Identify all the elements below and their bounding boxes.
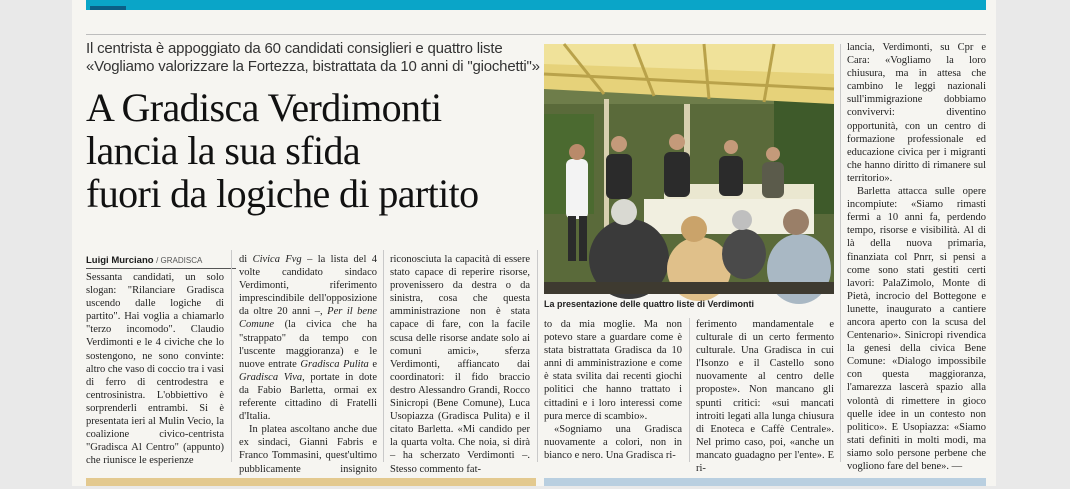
column-4-paragraph-2: «Sogniamo una Gradisca nuovamente a colori, non in bianco e nero. Una Gradisca ri- [544, 423, 682, 461]
column-2-text-a: di [239, 254, 253, 265]
article-column-3 [390, 253, 530, 475]
next-article-image-strip [544, 478, 986, 486]
column-4-paragraph-1: to da mia moglie. Ma non potevo stare a guardare come è stata bistrattata Gradisca da 10 anni di amministrazione e come è stata svilita dai recenti giochi politici che hanno trattato i cittadini e i loro interessi come pura merce di scambio». [544, 319, 682, 422]
column-2-italic-bene-comune: Per il bene Comune [239, 306, 377, 331]
article-photo [544, 44, 834, 294]
column-divider [537, 250, 538, 462]
header-rule [86, 34, 986, 35]
section-color-bar-accent [90, 6, 126, 10]
column-5-text: ferimento mandamentale e culturale di un certo fermento culturale. Una Gradisca in cui l'Isonzo e il Castello sono nuovamente al centro delle proposte». Non mancano gli spunti critici: «sui mancati introiti legati alla lunga chiusura di Enoteca e Caffè Centrale». Nel primo caso, poi, «anche un mancato guadagno per l'ente». E ri- [696, 319, 834, 475]
headline-line-2: lancia la sua sfida [86, 128, 361, 173]
column-2-italic-gradisca-pulita: Gradisca Pulita [300, 358, 369, 370]
column-divider [840, 44, 841, 462]
column-divider [689, 318, 690, 462]
article-column-4 [544, 318, 682, 461]
article-column-5 [696, 318, 834, 475]
kicker [86, 40, 541, 76]
article-column-1 [86, 271, 224, 467]
column-2-italic-gradisca-viva: Gradisca Viva [239, 371, 303, 383]
headline [86, 86, 541, 215]
column-2-italic-civica-fvg: Civica Fvg [252, 254, 302, 265]
column-6-paragraph-2: Barletta attacca sulle opere incompiute: «Siamo rimasti fermi a 10 anni fa, perdendo tempo, risorse e visibilità. Al di là della nuova primaria, finanziata col Pnrr, si pensi a come sono stati gestiti certi lavori: PalaZimolo, Monte di Pietà, incrocio del Bottegone e lunette, inaugurato a cantiere ancora aperto con la scusa del Centenario». Sinicropi rivendica la genesi della civica Bene Comune: «Dialogo impossibile con questa maggioranza, l'amarezza lascerà spazio alla volontà di rimettere in gioco quelle idee in un contesto non politico». E Usopiazza: «Siamo stati definiti in molti modi, ma siamo solo persone perbene che vogliono fare del bene». — [847, 186, 986, 472]
column-2-text-g: e [368, 358, 377, 370]
kicker-line-2: «Vogliamo valorizzare la Fortezza, bistrattata da 10 anni di "giochetti"» [86, 58, 540, 75]
column-2-text-e: (la civica che ha "strappato" da tempo con l'uscente maggioranza) e le nuove entrate [239, 319, 377, 370]
column-divider [383, 250, 384, 462]
byline-location: / GRADISCA [156, 256, 203, 265]
article-column-2 [239, 253, 378, 475]
headline-line-3: fuori da logiche di partito [86, 171, 479, 216]
next-article-image-strip [86, 478, 536, 486]
column-divider [231, 250, 232, 462]
byline [86, 254, 236, 269]
column-3-text: riconosciuta la capacità di essere stato capace di reperire risorse, provenissero da destra o da sinistra, cosa che questa amministrazione non è stata capace di fare, con la facile scusa delle risorse andate solo ai comuni amici», sferza Verdimonti, affiancato dai coordinatori: il fido braccio destro Alessandro Grandi, Rocco Sinicropi (Bene Comune), Luca Usopiazza (Gradisca Pulita) e il citato Barletta. «Mi candido per la quarta volta. Che noia, si dirà – ha scherzato Verdimonti –. Stesso commento fat- [390, 254, 530, 475]
section-color-bar [86, 0, 986, 10]
column-1-text: Sessanta candidati, un solo slogan: "Rilanciare Gradisca uscendo dalle logiche di partito". Hai voglia a chiamarlo "terzo incomodo". Claudio Verdimonti e le 4 civiche che lo sostengono, ne sono convinte: altro che vaso di coccio tra i vasi di ferro di centrodestra e centrosinistra. L'obbiettivo è sorprenderli entrambi. Si è presentata ieri al Mulin Vecio, la coalizione civico-centrista "Gradisca Al Centro" (appunto) che riunisce le esperienze [86, 272, 224, 467]
byline-author: Luigi Murciano [86, 255, 154, 266]
column-2-paragraph-2: In platea ascoltano anche due ex sindaci, Gianni Fabris e Franco Tommasini, quest'ultimo pubblicamente insignito [239, 424, 377, 475]
gazebo-photo-illustration [544, 44, 834, 294]
column-2-paragraph-1 [239, 253, 377, 423]
headline-line-1: A Gradisca Verdimonti [86, 85, 442, 130]
column-2-text-i: , portate in dote da Fabio Barletta, ormai ex referente cittadino di Fratelli d'Italia. [239, 371, 377, 423]
photo-caption: La presentazione delle quattro liste di Verdimonti [544, 299, 755, 309]
newspaper-page [72, 0, 996, 486]
column-6-paragraph-1: lancia, Verdimonti, su Cpr e Cara: «Vogliamo la loro chiusura, ma in attesa che cambino le leggi nazionali sull'immigrazione dobbiamo convivervi: diventino opportunità, con un centro di formazione professionale ed educazione civica per i migranti che hanno diritto di rimanere sul territorio». [847, 42, 986, 184]
kicker-line-1: Il centrista è appoggiato da 60 candidati consiglieri e quattro liste [86, 40, 503, 57]
column-2-text-c: – la lista del 4 volte candidato sindaco Verdimonti, riferimento imprescindibile dell'opposizione da oltre 20 anni –, [239, 254, 378, 318]
article-column-6 [847, 41, 986, 472]
